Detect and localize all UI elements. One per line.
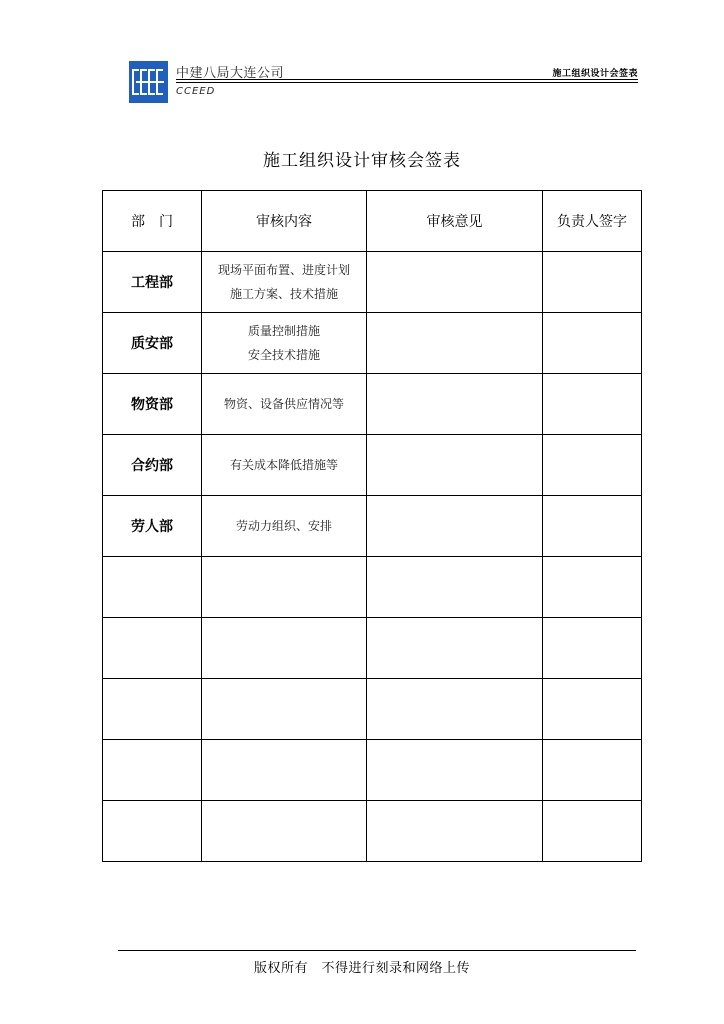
- company-name-cn: 中建八局大连公司: [176, 66, 285, 81]
- dept-cell: 质安部: [103, 313, 202, 374]
- header-rule-bottom: [176, 82, 638, 83]
- content-cell: [202, 618, 367, 679]
- opinion-cell[interactable]: [367, 374, 543, 435]
- content-cell: [202, 374, 367, 435]
- header-dept: 部 门: [103, 191, 202, 252]
- signature-cell[interactable]: [543, 557, 642, 618]
- content-line: 物资、设备供应情况等: [223, 397, 344, 411]
- content-line: 安全技术措施: [247, 348, 320, 362]
- table-row: [103, 313, 642, 374]
- signoff-table: [102, 190, 642, 862]
- company-name-en: CCEED: [176, 86, 216, 97]
- content-cell: [202, 496, 367, 557]
- content-line: 现场平面布置、进度计划: [217, 263, 350, 277]
- header-signature: 负责人签字: [543, 191, 642, 252]
- company-logo: [129, 61, 168, 103]
- dept-cell: 合约部: [103, 435, 202, 496]
- dept-cell: [103, 740, 202, 801]
- opinion-cell[interactable]: [367, 496, 543, 557]
- content-cell: [202, 435, 367, 496]
- opinion-cell[interactable]: [367, 679, 543, 740]
- opinion-cell[interactable]: [367, 618, 543, 679]
- dept-cell: [103, 557, 202, 618]
- table-row: [103, 618, 642, 679]
- header-opinion: 审核意见: [367, 191, 543, 252]
- content-cell: [202, 740, 367, 801]
- content-cell: [202, 252, 367, 313]
- signature-cell[interactable]: [543, 313, 642, 374]
- signature-cell[interactable]: [543, 374, 642, 435]
- content-line: 有关成本降低措施等: [229, 458, 338, 472]
- dept-cell: 物资部: [103, 374, 202, 435]
- dept-cell: 劳人部: [103, 496, 202, 557]
- footer-rule: [118, 950, 636, 951]
- dept-cell: 工程部: [103, 252, 202, 313]
- dept-cell: [103, 618, 202, 679]
- table-row: [103, 435, 642, 496]
- signature-cell[interactable]: [543, 740, 642, 801]
- dept-cell: [103, 801, 202, 862]
- table-row: [103, 252, 642, 313]
- table-row: [103, 740, 642, 801]
- content-line: 施工方案、技术措施: [229, 287, 338, 301]
- signature-cell[interactable]: [543, 801, 642, 862]
- content-cell: [202, 557, 367, 618]
- table-row: [103, 801, 642, 862]
- content-cell: [202, 313, 367, 374]
- signature-cell[interactable]: [543, 252, 642, 313]
- header-doc-label: 施工组织设计会签表: [552, 69, 638, 79]
- header-content: 审核内容: [202, 191, 367, 252]
- opinion-cell[interactable]: [367, 801, 543, 862]
- table-row: [103, 496, 642, 557]
- signature-cell[interactable]: [543, 618, 642, 679]
- signature-cell[interactable]: [543, 435, 642, 496]
- content-line: 质量控制措施: [247, 324, 320, 338]
- content-line: 劳动力组织、安排: [235, 519, 332, 533]
- footer-copyright: 版权所有 不得进行刻录和网络上传: [253, 961, 470, 976]
- page-title: 施工组织设计审核会签表: [263, 151, 461, 171]
- opinion-cell[interactable]: [367, 740, 543, 801]
- header-rule-top: [176, 79, 638, 80]
- signature-cell[interactable]: [543, 679, 642, 740]
- signature-cell[interactable]: [543, 496, 642, 557]
- table-header-row: [103, 191, 642, 252]
- cscec-logo-icon: [129, 61, 168, 103]
- table-row: [103, 679, 642, 740]
- dept-cell: [103, 679, 202, 740]
- content-cell: [202, 679, 367, 740]
- table-row: [103, 374, 642, 435]
- table-row: [103, 557, 642, 618]
- opinion-cell[interactable]: [367, 435, 543, 496]
- content-cell: [202, 801, 367, 862]
- table-body: [103, 252, 642, 862]
- opinion-cell[interactable]: [367, 557, 543, 618]
- opinion-cell[interactable]: [367, 252, 543, 313]
- opinion-cell[interactable]: [367, 313, 543, 374]
